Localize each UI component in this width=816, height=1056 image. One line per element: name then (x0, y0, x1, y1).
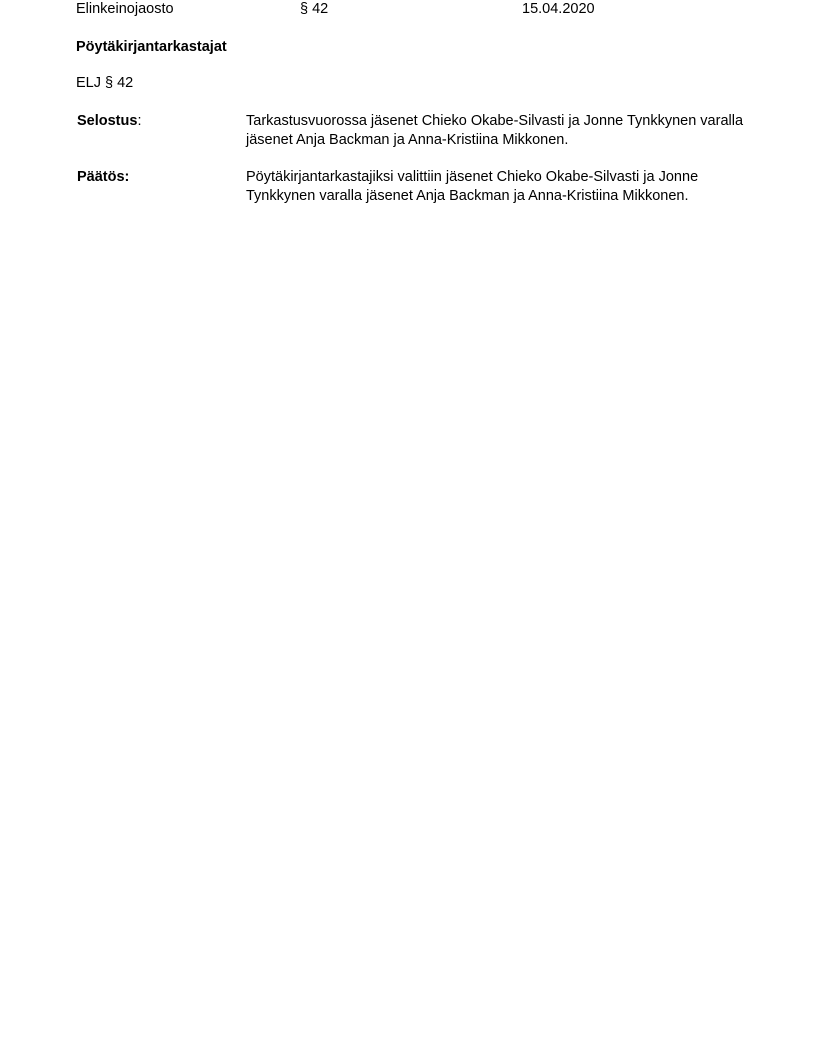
header-date: 15.04.2020 (522, 1, 595, 17)
selostus-text: Tarkastusvuorossa jäsenet Chieko Okabe-Silvasti ja Jonne Tynkkynen varalla jäsenet Anja Backman ja Anna-Kristiina Mikkonen. (246, 113, 744, 148)
document-title: Pöytäkirjantarkastajat (76, 39, 227, 55)
selostus-label-text: Selostus (77, 113, 138, 129)
document-reference: ELJ § 42 (76, 75, 134, 91)
paatos-label: Päätös: (77, 169, 130, 185)
selostus-label-colon: : (137, 113, 142, 129)
header-section-number: § 42 (300, 1, 329, 17)
header-body-name: Elinkeinojaosto (76, 1, 174, 17)
selostus-label (77, 112, 141, 130)
paatos-text: Pöytäkirjantarkastajiksi valittiin jäsenet Chieko Okabe-Silvasti ja Jonne Tynkkynen varalla jäsenet Anja Backman ja Anna-Kristiina Mikkonen. (246, 169, 699, 204)
